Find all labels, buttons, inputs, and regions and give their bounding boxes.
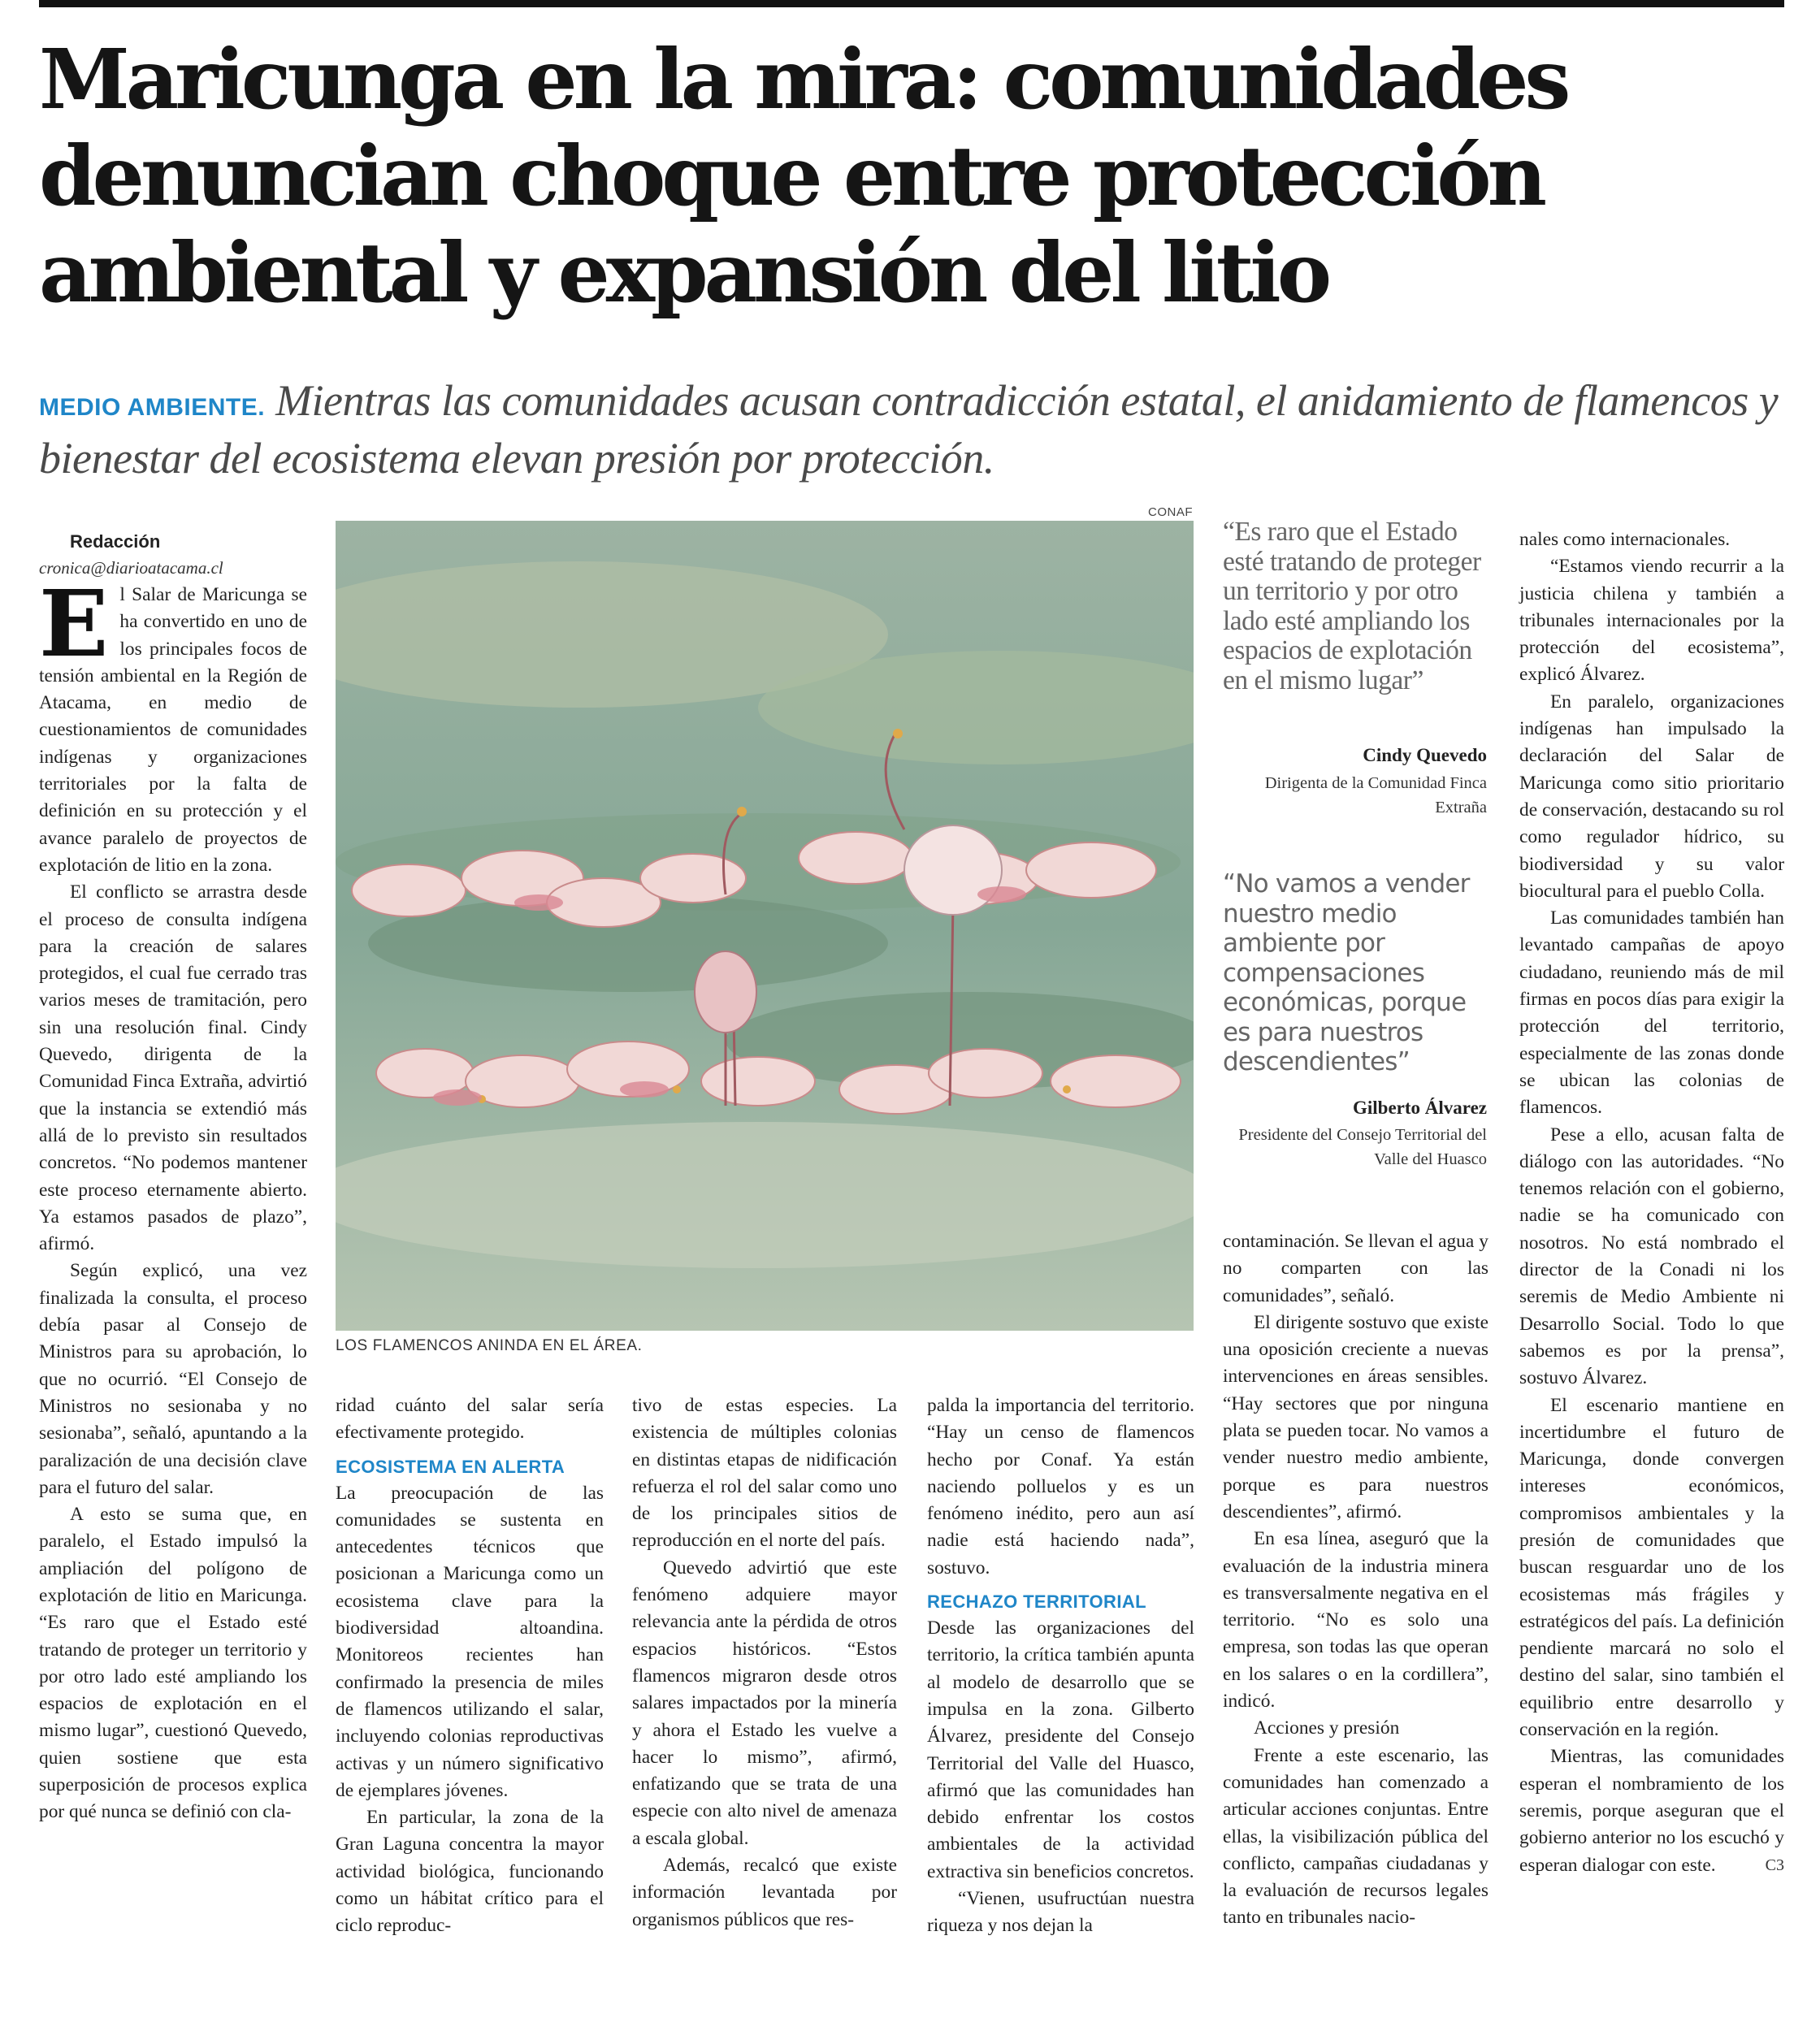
column-4 [927, 1392, 1194, 1940]
deck-text: Mientras las comunidades acusan contradicción estatal, el anidamiento de flamencos y bienestar del ecosistema elevan presión por protección. [39, 376, 1779, 483]
paragraph: palda la importancia del territorio. “Hay un censo de flamencos hecho por Conaf. Ya están naciendo polluelos y es un fenómeno inédito, pero aun así nadie está haciendo nada”, sostuvo. [927, 1395, 1194, 1578]
headline: Maricunga en la mira: comunidades denuncian choque entre protección ambiental y expansión del litio [39, 31, 1567, 321]
pullquote-2-role: Presidente del Consejo Territorial del Valle del Huasco [1238, 1126, 1487, 1168]
drop-cap: E [39, 571, 109, 678]
paragraph: El escenario mantiene en incertidumbre el futuro de Maricunga, donde convergen intereses económicos, compromisos ambientales y la presión de comunidades que buscan resguardar uno de los ecosistemas más frágiles y estratégicos del país. La definición pendiente marcará no solo el destino del salar, sino también el equilibrio entre desarrollo y conservación en la región. [1519, 1394, 1784, 1741]
paragraph: tivo de estas especies. La existencia de múltiples colonias en distintas etapas de nidificación refuerza el rol del salar como uno de los principales sitios de reproducción en el norte del país. [632, 1395, 897, 1552]
byline: Redacción [70, 531, 161, 552]
end-mark: C3 [1765, 1856, 1784, 1874]
paragraph: contaminación. Se llevan el agua y no comparten con las comunidades”, señaló. [1223, 1231, 1488, 1306]
paragraph: La preocupación de las comunidades se sustenta en antecedentes técnicos que posicionan a Maricunga como un ecosistema clave para la biodiversidad altoandina. Monitoreos recientes han confirmado la presencia de miles de flamencos utilizando el salar, incluyendo colonias reproductivas activas y un número significativo de ejemplares jóvenes. [336, 1482, 604, 1801]
paragraph: El dirigente sostuvo que existe una oposición creciente a nuevas intervenciones en áreas sensibles. “Hay sectores que por ninguna plata se pueden tocar. No vamos a vender nuestro medio ambiente, porque es para nuestros descendientes”, afirmó. [1223, 1311, 1488, 1522]
pullquote-1-role: Dirigenta de la Comunidad Finca Extraña [1264, 774, 1487, 816]
byline-email: cronica@diarioatacama.cl [39, 558, 223, 578]
deck [39, 375, 1794, 484]
flamingo-photo [336, 521, 1194, 1331]
paragraph: En esa línea, aseguró que la evaluación de la industria minera es transversalmente negativa en el territorio. “No es solo una empresa, son todas las que operan en los salares o en la cordillera”, indicó. [1223, 1528, 1488, 1713]
section-kicker: MEDIO AMBIENTE. [39, 394, 266, 421]
subhead-ecosistema: ECOSISTEMA EN ALERTA [336, 1456, 566, 1477]
pullquote-2: “No vamos a vender nuestro medio ambiente por compensaciones económicas, porque es para nuestros descendientes” [1223, 869, 1470, 1076]
paragraph: En paralelo, organizaciones indígenas han impulsado la declaración del Salar de Maricunga como sitio prioritario de conservación, destacando su rol como regulador hídrico, su biodiversidad y su valor biocultural para el pueblo Colla. [1519, 691, 1784, 902]
paragraph: Las comunidades también han levantado campañas de apoyo ciudadano, reuniendo más de mil firmas en pocos días para exigir la protección del territorio, especialmente de las zonas donde se ubican las colonias de flamencos. [1519, 907, 1784, 1119]
top-rule [39, 0, 1784, 7]
flamingo-photo-illustration [336, 521, 1194, 1331]
paragraph: Desde las organizaciones del territorio, la crítica también apunta al modelo de desarrollo que se impulsa en la zona. Gilberto Álvarez, presidente del Consejo Territorial del Valle del Huasco, afirmó que las comunidades han debido enfrentar los costos ambientales de la actividad extractiva sin beneficios concretos. [927, 1617, 1194, 1882]
paragraph: ridad cuánto del salar sería efectivamente protegido. [336, 1395, 604, 1444]
paragraph: El conflicto se arrastra desde el proceso de consulta indígena para la creación de salares protegidos, el cual fue cerrado tras varios meses de tramitación, pero sin una resolución final. Cindy Quevedo, dirigenta de la Comunidad Finca Extraña, advirtió que la instancia se extendió más allá de lo previsto sin resultados concretos. “No podemos mantener este proceso eternamente abierto. Ya estamos pasados de plazo”, afirmó. [39, 881, 307, 1255]
paragraph: A esto se suma que, en paralelo, el Estado impulsó la ampliación del polígono de explotación de litio en Maricunga. “Es raro que el Estado esté tratando de proteger un territorio y por otro lado esté ampliando los espacios de explotación en el mismo lugar”, cuestionó Quevedo, quien sostiene que esta superposición de procesos explica por qué nunca se definió con cla- [39, 1504, 307, 1823]
photo-caption: LOS FLAMENCOS ANINDA EN EL ÁREA. [336, 1337, 643, 1354]
paragraph: Frente a este escenario, las comunidades han comenzado a articular acciones conjuntas. Entre ellas, la visibilización pública del conflicto, campañas ciudadanas y la evaluación de recursos legales tanto en tribunales nacio- [1223, 1744, 1488, 1929]
photo-credit: CONAF [1148, 505, 1193, 519]
column-1 [39, 528, 307, 1826]
paragraph: nales como internacionales. [1519, 529, 1731, 550]
paragraph: “Estamos viendo recurrir a la justicia chilena y también a tribunales internacionales por la protección del ecosistema”, explicó Álvarez. [1519, 556, 1784, 686]
paragraph: Además, recalcó que existe información levantada por organismos públicos que res- [632, 1855, 897, 1930]
column-5 [1223, 1228, 1488, 1932]
paragraph: El Salar de Maricunga se ha convertido en uno de los principales focos de tensión ambiental en la Región de Atacama, en medio de cuestionamientos de comunidades indígenas y organizaciones territoriales por la falta de definición en su protección y el avance paralelo de proyectos de explotación de litio en la zona. [39, 571, 307, 876]
paragraph: En particular, la zona de la Gran Laguna concentra la mayor actividad biológica, funcionando como un hábitat crítico para el ciclo reproduc- [336, 1807, 604, 1937]
paragraph: Pese a ello, acusan falta de diálogo con las autoridades. “No tenemos relación con el gobierno, nadie se ha comunicado con nosotros. No está nombrado el director de la Conadi ni los seremis de Medio Ambiente ni Desarrollo Social. Todo lo que sabemos es por la prensa”, sostuvo Álvarez. [1519, 1124, 1784, 1389]
column-2 [336, 1392, 604, 1940]
paragraph: Mientras, las comunidades esperan el nombramiento de los seremis, porque aseguran que el gobierno anterior no los escuchó y esperan dialogar con este. C3 [1519, 1743, 1784, 1878]
pullquote-1: “Es raro que el Estado esté tratando de proteger un territorio y por otro lado esté ampliando los espacios de explotación en el mismo lugar” [1223, 517, 1481, 695]
pullquote-2-name: Gilberto Álvarez [1353, 1098, 1487, 1118]
subhead-rechazo: RECHAZO TERRITORIAL [927, 1591, 1146, 1613]
pullquote-1-name: Cindy Quevedo [1363, 745, 1487, 765]
paragraph: Según explicó, una vez finalizada la consulta, el proceso debía pasar al Consejo de Ministros para su aprobación, lo que no ocurrió. “El Consejo de Ministros no sesionaba y no sesionaba”, señaló, apuntando a la paralización de una decisión clave para el futuro del salar. [39, 1260, 307, 1498]
column-3 [632, 1392, 897, 1934]
column-6 [1519, 526, 1784, 1879]
paragraph: Quevedo advirtió que este fenómeno adquiere mayor relevancia ante la pérdida de otros espacios históricos. “Estos flamencos migraron desde otros salares impactados por la minería y ahora el Estado les vuelve a hacer lo mismo”, afirmó, enfatizando que se trata de una especie con alto nivel de amenaza a escala global. [632, 1557, 897, 1849]
paragraph: “Vienen, usufructúan nuestra riqueza y nos dejan la [927, 1888, 1194, 1937]
paragraph: Acciones y presión [1254, 1717, 1400, 1739]
